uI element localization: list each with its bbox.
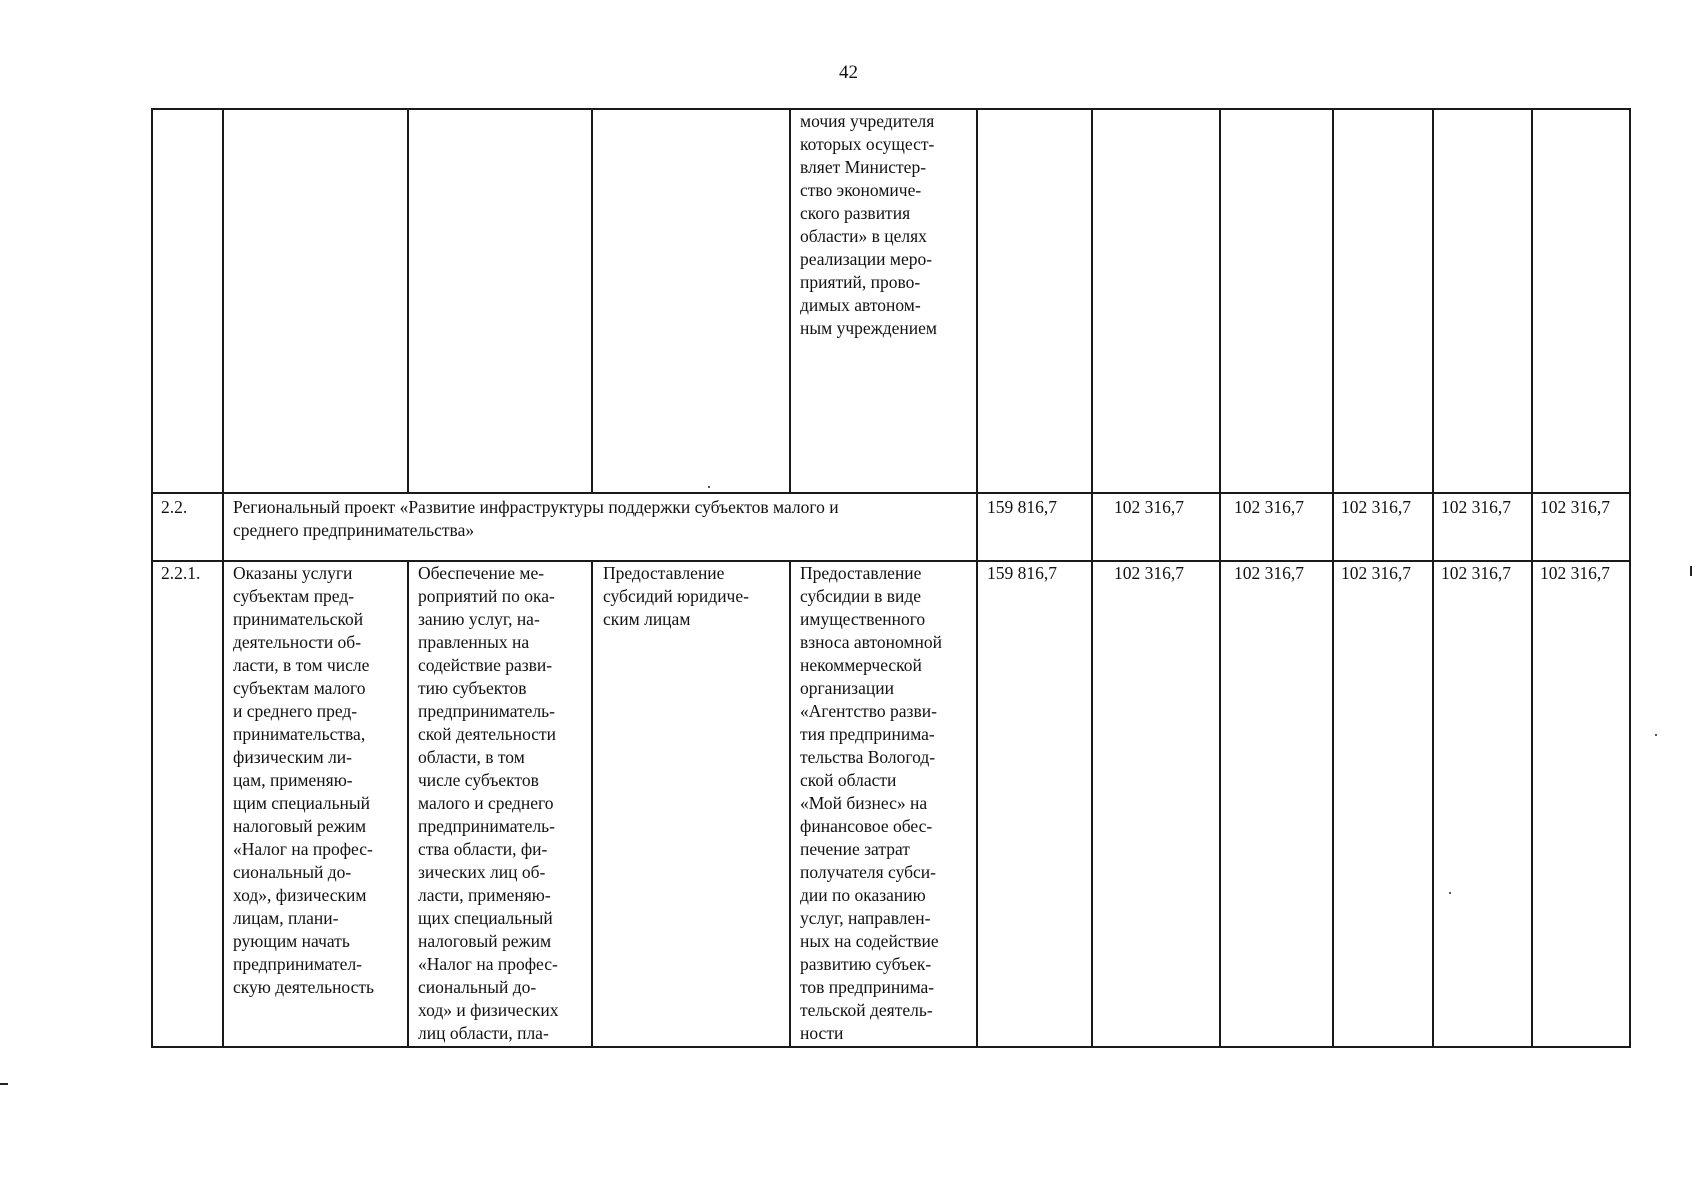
scan-edge-mark-left [0,1083,8,1085]
column-divider [789,108,791,493]
budget-table [151,108,1631,1048]
page-number: 42 [839,62,858,83]
row-2-2-value-4: 102 316,7 [1341,497,1411,517]
scan-dot [1655,734,1657,736]
row-2-2-1-value-4: 102 316,7 [1341,563,1411,583]
row-2-2-1-value-2: 102 316,7 [1114,563,1184,583]
row-2-2-1-mechanism: Предоставление субсидий юридиче- ским лицам [603,563,749,629]
table-border-left [151,108,153,1048]
row-divider [151,492,1631,494]
row-2-2-value-5: 102 316,7 [1441,497,1511,517]
scan-edge-mark-right [1690,566,1692,576]
row-2-2-1-description: Предоставление субсидии в виде имущественного взноса автономной некоммерческой организации «Агентство разви- тия предпринима- тельства Вологод- ской области «Мой бизнес» на финансовое обес- печение затрат получателя субси- дии по оказанию услуг, направлен- ных на содействие развитию субъек- тов предпринима- тельской деятель- ности [800,563,942,1043]
column-divider [222,108,224,1048]
row-2-2-1-result: Оказаны услуги субъектам пред- принимательской деятельности об- ласти, в том числе субъектам малого и среднего пред- принимательства, физическим ли- цам, применяю- щим специальный налоговый режим «Налог на профес- сиональный до- ход», физическим лицам, плани- рующим начать предпринимател- скую деятельность [233,563,375,997]
row-2-2-1-value-6: 102 316,7 [1540,563,1610,583]
row-2-2-title: Региональный проект «Развитие инфраструктуры поддержки субъектов малого и среднего предпринимательства» [233,497,839,540]
row-2-2-1-task: Обеспечение ме- роприятий по ока- занию услуг, на- правленных на содействие разви- тию субъектов предприниматель- ской деятельности области, в том числе субъектов малого и среднего предприниматель- ства области, фи- зических лиц об- ласти, применяю- щих специальный налоговый режим «Налог на профес- сиональный до- ход» и физических лиц области, пла- [418,563,559,1043]
column-divider [1432,108,1434,1048]
row-2-2-number: 2.2. [161,497,188,517]
row-2-2-1-number: 2.2.1. [161,563,201,583]
row-2-2-value-6: 102 316,7 [1540,497,1610,517]
cell-continuation-text: мочия учредителя которых осущест- вляет Министер- ство экономиче- ского развития области» в целях реализации меро- приятий, прово- димых автоном- ным учреждением [800,111,937,338]
column-divider [789,560,791,1048]
row-2-2-1-value-3: 102 316,7 [1234,563,1304,583]
row-2-2-value-1: 159 816,7 [987,497,1057,517]
table-border-right [1629,108,1631,1048]
row-2-2-1-value-1: 159 816,7 [987,563,1057,583]
scan-dot [708,486,710,488]
row-2-2-1-value-5: 102 316,7 [1441,563,1511,583]
column-divider [407,108,409,493]
column-divider [1531,108,1533,1048]
row-2-2-value-2: 102 316,7 [1114,497,1184,517]
column-divider [1091,108,1093,1048]
column-divider [1219,108,1221,1048]
column-divider [591,108,593,493]
row-2-2-value-3: 102 316,7 [1234,497,1304,517]
scan-dot [1449,892,1451,894]
table-border-bottom [151,1046,1631,1048]
column-divider [1332,108,1334,1048]
